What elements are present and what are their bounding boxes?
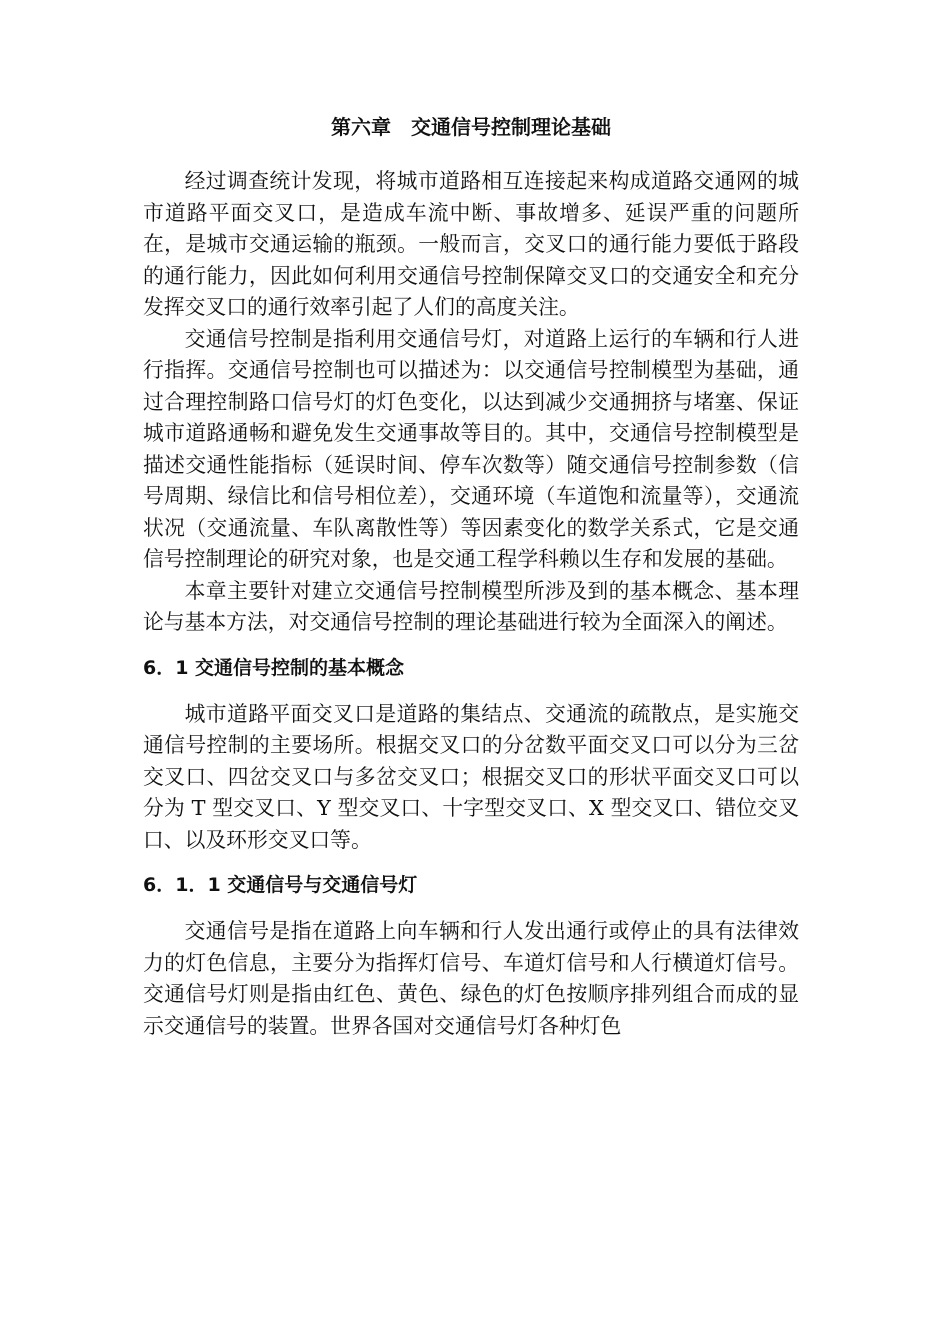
intro-paragraph-2: 交通信号控制是指利用交通信号灯，对道路上运行的车辆和行人进行指挥。交通信号控制也可以描述为：以交通信号控制模型为基础，通过合理控制路口信号灯的灯色变化，以达到减少交通拥挤与堵塞、保证城市道路通畅和避免发生交通事故等目的。其中，交通信号控制模型是描述交通性能指标（延误时间、停车次数等）随交通信号控制参数（信号周期、绿信比和信号相位差），交通环境（车道饱和流量等），交通流状况（交通流量、车队离散性等）等因素变化的数学关系式，它是交通信号控制理论的研究对象，也是交通工程学科赖以生存和发展的基础。 [143, 326, 799, 571]
section-6-1-heading: 6．1 交通信号控制的基本概念 [143, 656, 405, 679]
document-page [143, 108, 799, 1042]
section-6-1-paragraph: 城市道路平面交叉口是道路的集结点、交通流的疏散点，是实施交通信号控制的主要场所。根据交叉口的分岔数平面交叉口可以分为三岔交叉口、四岔交叉口与多岔交叉口；根据交叉口的形状平面交叉口可以分为 T 型交叉口、Y 型交叉口、十字型交叉口、X 型交叉口、错位交叉口、以及环形交叉口等。 [143, 701, 799, 852]
section-6-1-1-paragraph: 交通信号是指在道路上向车辆和行人发出通行或停止的具有法律效力的灯色信息，主要分为指挥灯信号、车道灯信号和人行横道灯信号。交通信号灯则是指由红色、黄色、绿色的灯色按顺序排列组合而成的显示交通信号的装置。世界各国对交通信号灯各种灯色 [143, 919, 799, 1038]
intro-paragraph-1: 经过调查统计发现，将城市道路相互连接起来构成道路交通网的城市道路平面交叉口，是造成车流中断、事故增多、延误严重的问题所在，是城市交通运输的瓶颈。一般而言，交叉口的通行能力要低于路段的通行能力，因此如何利用交通信号控制保障交叉口的交通安全和充分发挥交叉口的通行效率引起了人们的高度关注。 [143, 169, 799, 319]
chapter-title: 第六章 交通信号控制理论基础 [331, 115, 611, 139]
section-6-1-1-heading: 6．1．1 交通信号与交通信号灯 [143, 874, 418, 896]
intro-paragraph-3: 本章主要针对建立交通信号控制模型所涉及到的基本概念、基本理论与基本方法，对交通信号控制的理论基础进行较为全面深入的阐述。 [143, 578, 799, 634]
